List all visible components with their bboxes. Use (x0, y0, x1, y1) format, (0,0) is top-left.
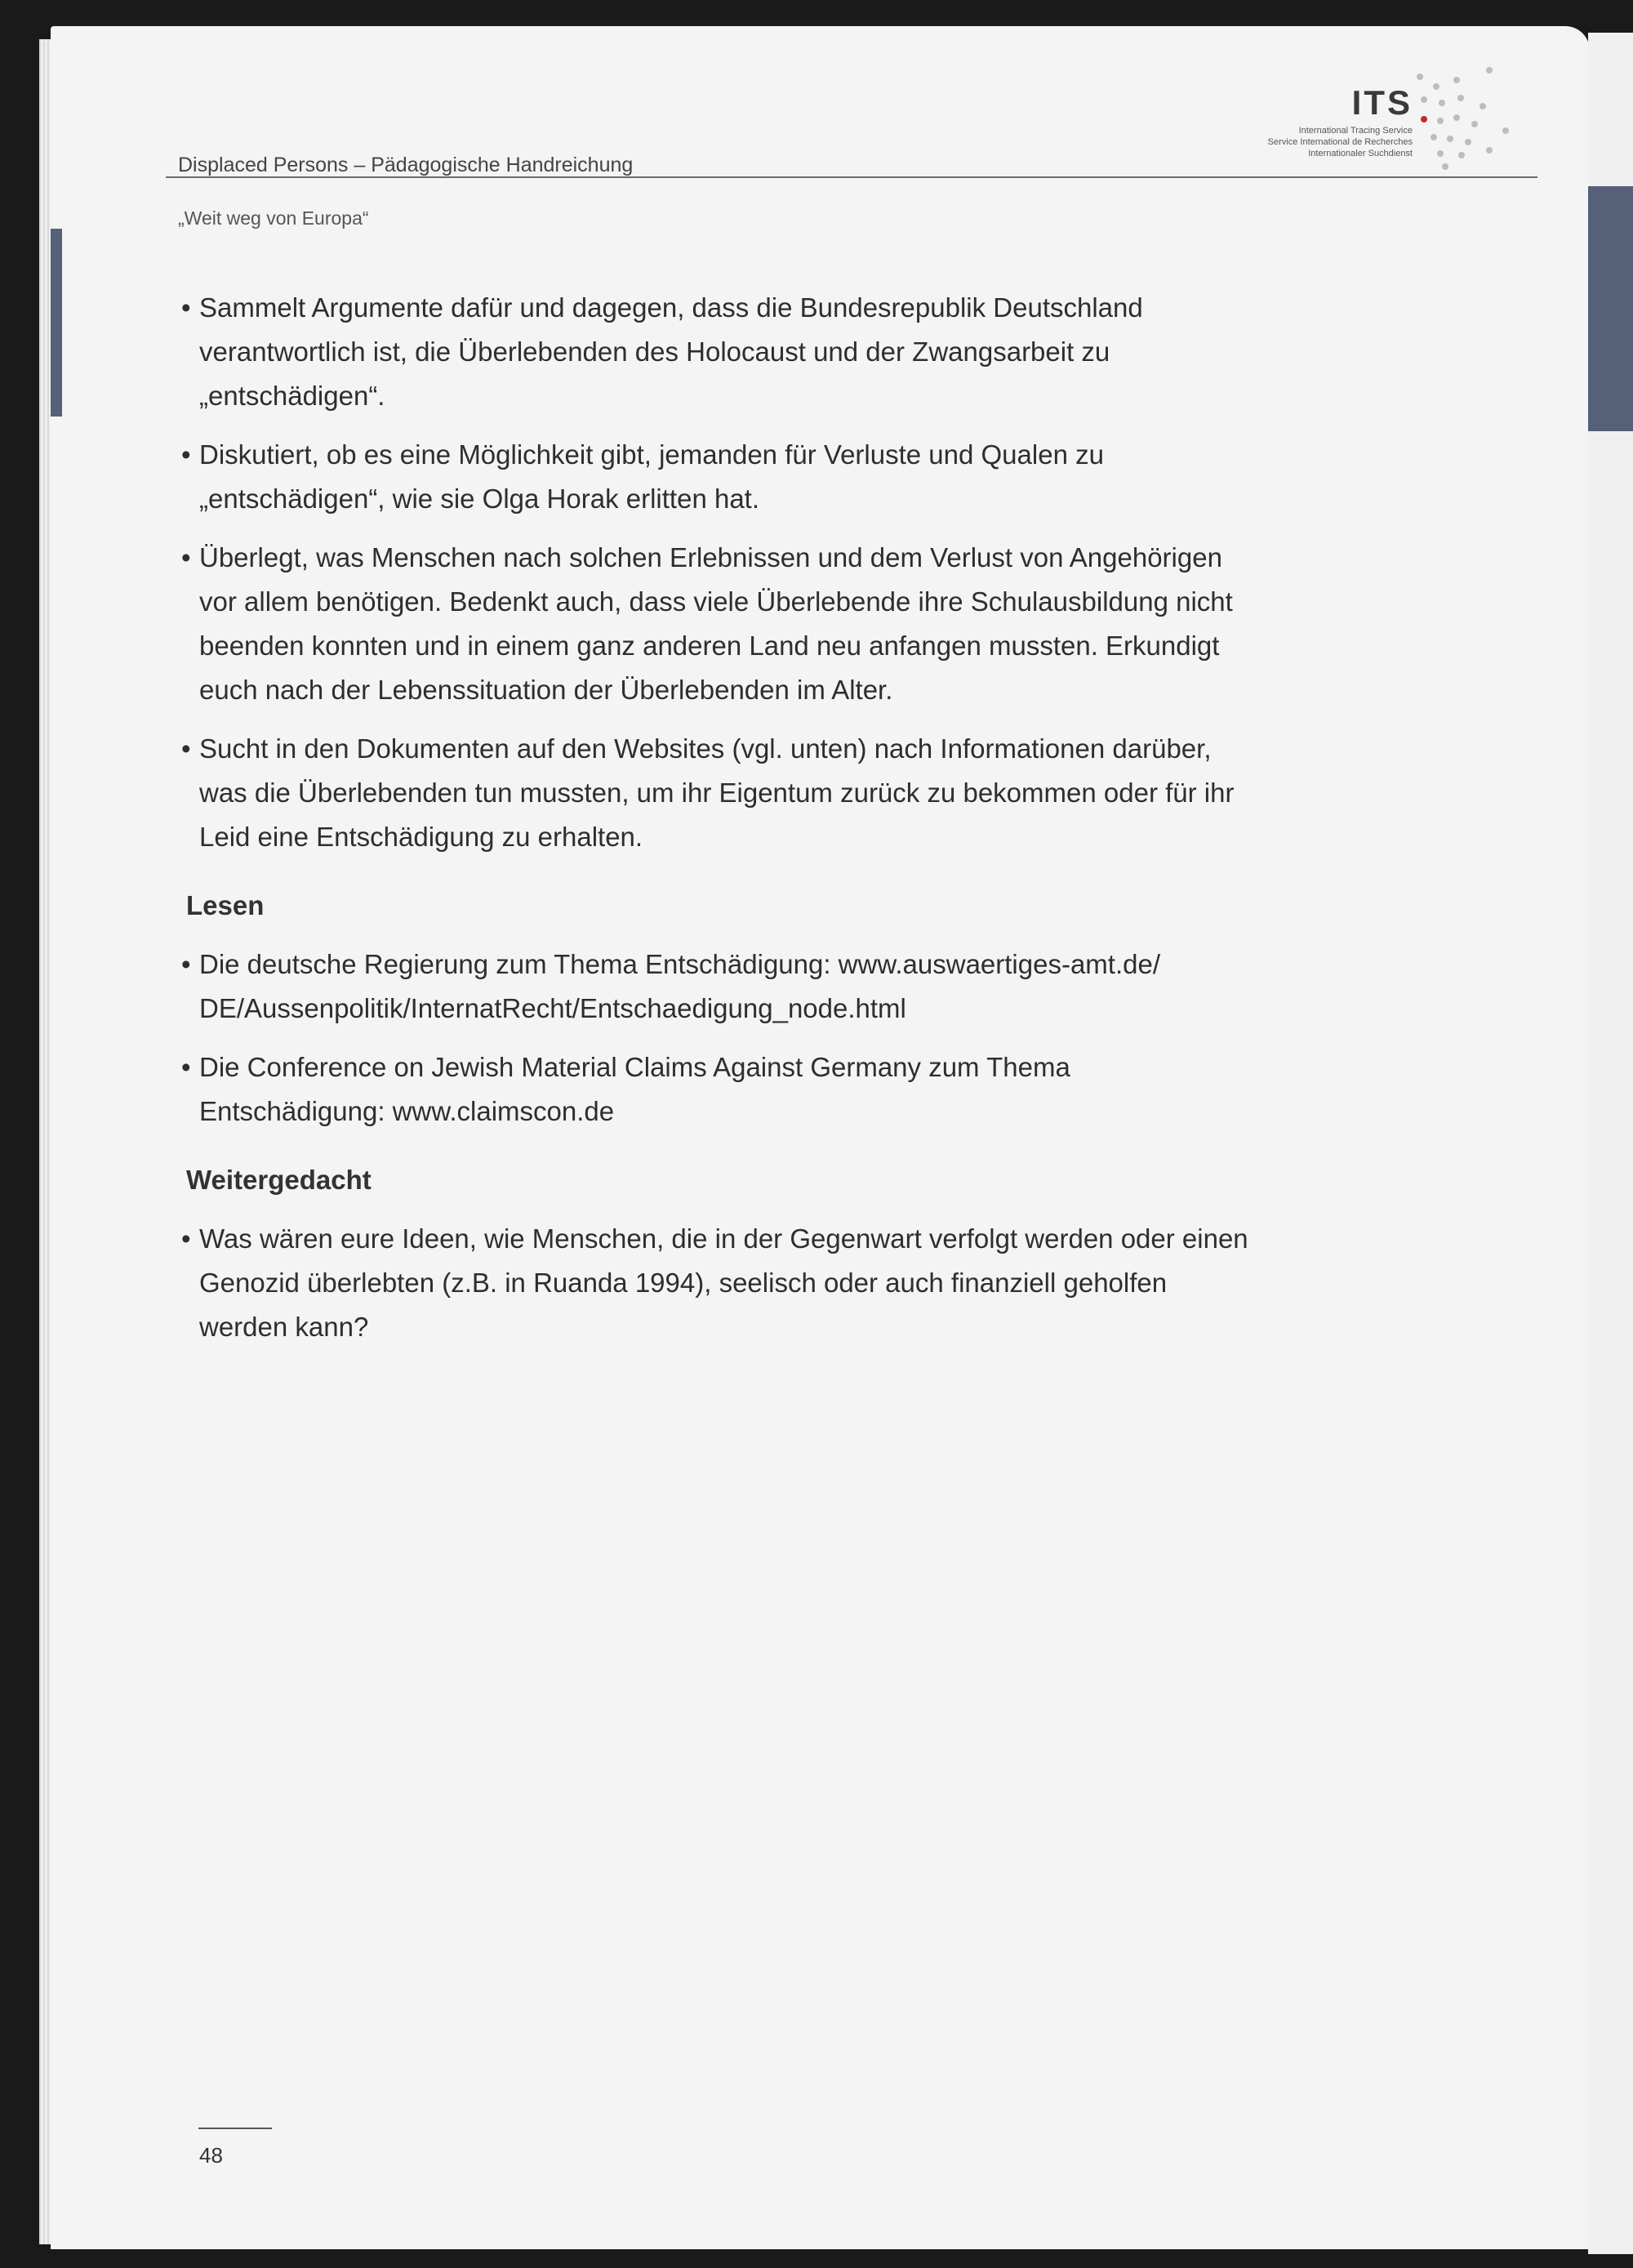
header-rule (166, 176, 1537, 178)
its-logo-line-1: International Tracing Service (1298, 126, 1413, 136)
lesen-item-1: • Die deutsche Regierung zum Thema Entschädigung: www.auswaertiges-amt.de/ DE/Aussenpolitik/InternatRecht/Entschaedigung_node.html (181, 942, 1259, 1031)
page-number: 48 (199, 2143, 223, 2168)
its-logo (1257, 65, 1535, 167)
running-header-subtitle: „Weit weg von Europa“ (178, 207, 369, 229)
facing-page-color-band (1588, 186, 1633, 431)
task-item-2: • Diskutiert, ob es eine Möglichkeit gibt, jemanden für Verluste und Qualen zu „entschädigen“, wie sie Olga Horak erlitten hat. (181, 433, 1259, 521)
running-header-title: Displaced Persons – Pädagogische Handreichung (178, 154, 634, 176)
its-logo-wordmark: ITS (1351, 83, 1413, 122)
lesen-item-2: • Die Conference on Jewish Material Claims Against Germany zum Thema Entschädigung: www.claimscon.de (181, 1045, 1259, 1134)
its-logo-line-2: Service International de Recherches (1267, 137, 1413, 147)
weitergedacht-heading: Weitergedacht (186, 1165, 372, 1195)
lesen-heading: Lesen (186, 890, 265, 920)
task-item-1: • Sammelt Argumente dafür und dagegen, dass die Bundesrepublik Deutschland verantwortlich ist, die Überlebenden des Holocaust und der Zwangsarbeit zu „entschädigen“. (181, 286, 1259, 418)
task-item-3: • Überlegt, was Menschen nach solchen Erlebnissen und dem Verlust von Angehörigen vor allem benötigen. Bedenkt auch, dass viele Überlebende ihre Schulausbildung nicht beenden konnten und in einem ganz anderen Land neu anfangen mussten. Erkundigt euch nach der Lebenssituation der Überlebenden im Alter. (181, 536, 1259, 712)
weitergedacht-item-1: • Was wären eure Ideen, wie Menschen, die in der Gegenwart verfolgt werden oder einen Genozid überlebten (z.B. in Ruanda 1994), seelisch oder auch finanziell geholfen werden kann? (181, 1217, 1259, 1349)
page-number-rule (198, 2128, 272, 2129)
task-item-4: • Sucht in den Dokumenten auf den Websites (vgl. unten) nach Informationen darüber, was die Überlebenden tun mussten, um ihr Eigentum zurück zu bekommen oder für ihr Leid eine Entschädigung zu erhalten. (181, 727, 1259, 859)
main-content (181, 286, 1259, 1364)
left-color-band (51, 229, 62, 417)
its-logo-line-3: Internationaler Suchdienst (1308, 149, 1413, 158)
